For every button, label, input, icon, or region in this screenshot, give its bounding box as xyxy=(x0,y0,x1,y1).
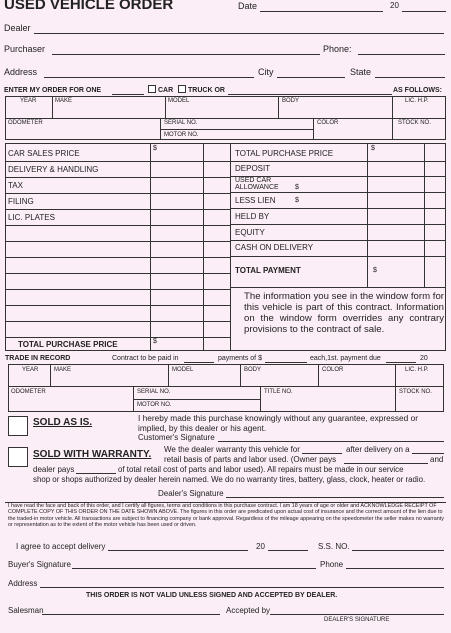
car-label: CAR xyxy=(158,87,174,94)
address-label: Address xyxy=(4,67,38,77)
trade-col-4 xyxy=(318,364,319,386)
trade-col-2 xyxy=(168,364,169,386)
trade-col-7 xyxy=(260,386,261,412)
left-row-line-11 xyxy=(5,321,230,322)
left-row-line-2 xyxy=(5,177,230,178)
vehicle-odometer-label: ODOMETER xyxy=(8,120,43,126)
state-label: State xyxy=(350,67,372,77)
right-row-line-5 xyxy=(230,224,446,225)
vehicle-motor-label: MOTOR NO. xyxy=(164,132,199,138)
sold-as-is-checkbox[interactable] xyxy=(8,416,28,436)
used-car-label-2: ALLOWANCE xyxy=(235,184,279,191)
delivery-year-field[interactable] xyxy=(268,550,308,551)
bottom-phone-label: Phone xyxy=(320,560,344,569)
vehicle-color-label: COLOR xyxy=(317,120,339,126)
used-car-label-1: USED CAR xyxy=(235,177,272,184)
trade-motor-label: MOTOR NO. xyxy=(137,402,172,408)
center-divider xyxy=(230,143,231,351)
less-lien-dollar: $ xyxy=(295,197,299,204)
fine-print: I have read the face and back of this order, and I certify all figures, terms and conditions in this purchase contract. I am 18 years of age or older and ACKNOWLEDGE RECEIPT OF COMPLETE COPY OF THIS ORDER ON THE DATE SHOWN ABOVE. The figures in this order are predicated upon actual cost of insurance and the correct amount of the lien due to the traded-in motor vehicle. All transactions are subject to financing company or bank approval. Regardless of the mileage appearing on the speedometer the seller makes no warranty or representation as to the extent of the motor vehicle has been used or driven. xyxy=(8,503,444,529)
payments-of-field[interactable] xyxy=(265,362,307,363)
trade-col-3 xyxy=(240,364,241,386)
price-label-delivery: DELIVERY & HANDLING xyxy=(8,165,99,174)
left-row-line-12 xyxy=(5,337,230,338)
right-price-col-2 xyxy=(424,143,425,287)
state-field[interactable] xyxy=(375,77,445,78)
dealer-signature-label: Dealer's Signature xyxy=(158,489,224,498)
total-payment-label: TOTAL PAYMENT xyxy=(235,266,301,275)
trade-table xyxy=(8,364,444,412)
warranty-line2a: retail basis of parts and labor used. (Owner pays xyxy=(164,455,337,464)
price-label-filing: FILING xyxy=(8,197,34,206)
vehicle-col-divider-3 xyxy=(278,96,279,118)
trade-motor-divider xyxy=(133,399,260,400)
trade-year-prefix: 20 xyxy=(420,355,428,362)
agree-delivery-label: I agree to accept delivery xyxy=(16,542,106,551)
phone-field[interactable] xyxy=(358,54,445,55)
phone-label: Phone: xyxy=(323,44,352,54)
bottom-address-label: Address xyxy=(8,579,38,588)
left-row-line-7 xyxy=(5,257,230,258)
bottom-address-field[interactable] xyxy=(40,587,444,588)
deposit-label: DEPOSIT xyxy=(235,164,271,173)
order-blank-field[interactable] xyxy=(112,94,144,95)
vehicle-table-divider xyxy=(5,118,446,119)
vehicle-body-label: BODY xyxy=(282,98,300,104)
vehicle-model-label: MODEL xyxy=(168,98,190,104)
date-year-field[interactable] xyxy=(402,11,446,12)
trade-color-label: COLOR xyxy=(322,367,344,373)
price-label-tax: TAX xyxy=(8,181,23,190)
trade-body-label: BODY xyxy=(244,367,262,373)
left-row-line-3 xyxy=(5,193,230,194)
car-checkbox[interactable] xyxy=(148,85,156,93)
trade-table-divider xyxy=(8,386,444,387)
ss-no-field[interactable] xyxy=(352,550,444,551)
left-row-line-9 xyxy=(5,289,230,290)
left-row-line-10 xyxy=(5,305,230,306)
owner-pays-field[interactable] xyxy=(344,463,428,464)
truck-label: TRUCK OR xyxy=(188,87,225,94)
truck-checkbox[interactable] xyxy=(178,85,186,93)
city-field[interactable] xyxy=(277,77,345,78)
right-row-line-4 xyxy=(230,208,446,209)
price-label-car-sales: CAR SALES PRICE xyxy=(8,149,80,158)
right-row-line-1 xyxy=(230,161,446,162)
accepted-by-label: Accepted by xyxy=(226,606,271,615)
vehicle-serial-label: SERIAL NO. xyxy=(164,120,198,126)
trade-col-1 xyxy=(50,364,51,386)
left-row-line-5 xyxy=(5,225,230,226)
warranty-line1a: We the dealer warranty this vehicle for xyxy=(164,445,300,454)
purchaser-field[interactable] xyxy=(52,54,320,55)
trade-col-8 xyxy=(395,386,396,412)
customer-signature-field[interactable] xyxy=(218,441,444,442)
total-payment-dollar: $ xyxy=(373,267,377,274)
contract-paid-field[interactable] xyxy=(184,362,214,363)
vehicle-col-divider-4 xyxy=(392,96,393,118)
payments-of-label: payments of $ xyxy=(218,355,262,362)
warranty-line1b: after delivery on a xyxy=(346,445,410,454)
left-row-line-1 xyxy=(5,161,230,162)
date-field[interactable] xyxy=(260,11,383,12)
right-row-line-7 xyxy=(230,256,446,257)
warranty-line3a: dealer pays xyxy=(33,465,75,474)
vehicle-col-divider-6 xyxy=(313,118,314,140)
left-price-col-2 xyxy=(203,143,204,351)
sold-as-is-text: I hereby made this purchase knowingly without any guarantee, expressed or implied, by this dealer or his agent. xyxy=(138,413,418,433)
left-dollar-top: $ xyxy=(153,145,157,152)
left-row-line-6 xyxy=(5,241,230,242)
window-notice: The information you see in the window form for this vehicle is part of this contract. Information on the window form overrides any contrary provisions to the contract of sale. xyxy=(244,291,444,336)
trade-title-no-label: TITLE NO. xyxy=(264,389,293,395)
equity-label: EQUITY xyxy=(235,228,265,237)
vehicle-motor-divider xyxy=(160,129,313,130)
vehicle-col-divider-7 xyxy=(392,118,393,140)
vehicle-lic-hp-label: LIC. H.P. xyxy=(405,98,429,104)
delivery-year-prefix: 20 xyxy=(256,542,265,551)
sold-as-is-label: SOLD AS IS. xyxy=(33,417,93,428)
purchaser-label: Purchaser xyxy=(4,44,46,54)
delivery-date-field[interactable] xyxy=(108,550,248,551)
vehicle-col-divider-1 xyxy=(52,96,53,118)
vehicle-col-divider-2 xyxy=(165,96,166,118)
accepted-by-field[interactable] xyxy=(270,614,444,615)
dealers-signature-caption: DEALER'S SIGNATURE xyxy=(324,617,390,623)
form-title: USED VEHICLE ORDER xyxy=(4,0,174,13)
each-first-label: each,1st. payment due xyxy=(310,355,381,362)
dealer-pays-field[interactable] xyxy=(76,473,116,474)
trade-stock-label: STOCK NO. xyxy=(399,389,432,395)
as-follows-label: AS FOLLOWS: xyxy=(393,87,442,94)
right-row-line-6 xyxy=(230,240,446,241)
right-dollar-top: $ xyxy=(371,145,375,152)
held-by-label: HELD BY xyxy=(235,212,270,221)
address-field[interactable] xyxy=(44,77,254,78)
left-dollar-bottom: $ xyxy=(153,338,157,345)
trade-lic-hp-label: LIC. H.P. xyxy=(405,367,429,373)
buyer-signature-field[interactable] xyxy=(72,568,316,569)
cash-on-delivery-label: CASH ON DELIVERY xyxy=(235,243,314,252)
contract-paid-label: Contract to be paid in xyxy=(112,355,179,362)
right-price-col-1 xyxy=(367,143,368,287)
sold-warranty-label: SOLD WITH WARRANTY. xyxy=(33,449,152,460)
vehicle-make-label: MAKE xyxy=(55,98,73,104)
trade-odometer-label: ODOMETER xyxy=(11,389,46,395)
salesman-field[interactable] xyxy=(42,614,220,615)
dealer-label: Dealer xyxy=(4,23,31,33)
allowance-dollar: $ xyxy=(295,184,299,191)
warranty-line3b: of total retail cost of parts and labor used). All repairs must be made in our service xyxy=(118,465,404,474)
trade-in-title: TRADE IN RECORD xyxy=(5,355,71,362)
left-row-line-8 xyxy=(5,273,230,274)
warranty-duration-field[interactable] xyxy=(302,453,342,454)
ss-no-label: S.S. NO. xyxy=(318,542,350,551)
city-label: City xyxy=(258,67,274,77)
trade-serial-label: SERIAL NO. xyxy=(137,389,171,395)
warranty-line2b: and xyxy=(430,455,444,464)
buyer-signature-label: Buyer's Signature xyxy=(8,560,71,569)
vehicle-stock-label: STOCK NO. xyxy=(398,120,431,126)
left-row-line-4 xyxy=(5,209,230,210)
trade-model-label: MODEL xyxy=(172,367,194,373)
left-total-purchase-label: TOTAL PURCHASE PRICE xyxy=(18,340,118,349)
right-total-purchase-label: TOTAL PURCHASE PRICE xyxy=(235,149,334,158)
warranty-line4: shop or shops authorized by dealer herein named. We do no warranty tires, battery, glass, clock, heater or radio. xyxy=(33,475,426,484)
trade-col-5 xyxy=(395,364,396,386)
warranty-basis-field[interactable] xyxy=(412,453,444,454)
bottom-phone-field[interactable] xyxy=(346,568,444,569)
date-year-prefix: 20 xyxy=(390,1,399,10)
trade-year-label: YEAR xyxy=(22,367,39,373)
sold-warranty-checkbox[interactable] xyxy=(8,447,28,467)
date-label: Date xyxy=(238,1,258,11)
other-vehicle-field[interactable] xyxy=(228,94,392,95)
less-lien-label: LESS LIEN xyxy=(235,196,276,205)
order-enter-text: ENTER MY ORDER FOR ONE xyxy=(4,87,102,94)
vehicle-year-label: YEAR xyxy=(20,98,37,104)
customer-signature-label: Customer's Signature xyxy=(138,433,215,442)
right-row-line-8 xyxy=(230,287,446,288)
price-label-lic-plates: LIC. PLATES xyxy=(8,213,55,222)
left-price-col-1 xyxy=(150,143,151,351)
dealer-signature-field[interactable] xyxy=(226,497,444,498)
salesman-label: Salesman xyxy=(8,606,44,615)
payment-due-field[interactable] xyxy=(386,362,416,363)
not-valid-notice: THIS ORDER IS NOT VALID UNLESS SIGNED AND ACCEPTED BY DEALER. xyxy=(86,592,338,599)
trade-make-label: MAKE xyxy=(54,367,72,373)
right-row-line-3 xyxy=(230,192,446,193)
dealer-field[interactable] xyxy=(34,33,444,34)
